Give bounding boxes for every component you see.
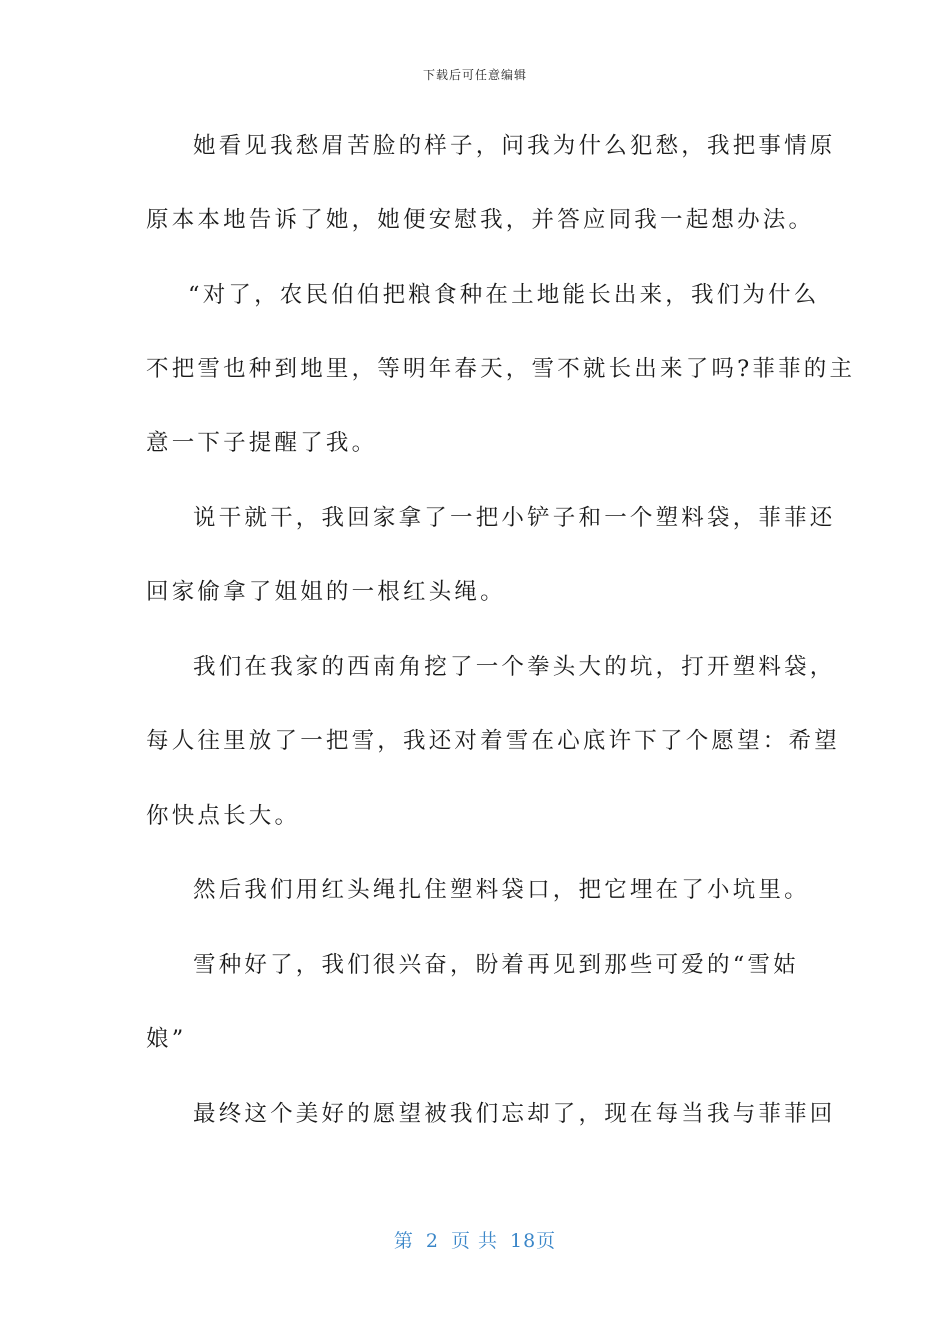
paragraph-line: 最终这个美好的愿望被我们忘却了，现在每当我与菲菲回 (193, 1101, 836, 1127)
paragraph-line: 原本本地告诉了她，她便安慰我，并答应同我一起想办法。 (146, 207, 815, 233)
total-pages: 18页 (509, 1230, 557, 1252)
paragraph-line: 雪种好了，我们很兴奋，盼着再见到那些可爱的“雪姑 (193, 952, 799, 978)
paragraph-line: 回家偷拿了姐姐的一根红头绳。 (146, 579, 506, 605)
page-header: 下载后可任意编辑 (422, 68, 527, 82)
paragraph-line: “对了，农民伯伯把粮食种在土地能长出来，我们为什么 (188, 282, 820, 308)
paragraph-line: 然后我们用红头绳扎住塑料袋口，把它埋在了小坑里。 (193, 877, 810, 903)
paragraph-line: 你快点长大。 (146, 803, 301, 829)
current-page-number: 2 (425, 1230, 439, 1252)
footer-middle: 页 共 (450, 1230, 498, 1252)
paragraph-line: 她看见我愁眉苦脸的样子，问我为什么犯愁，我把事情原 (193, 133, 836, 159)
paragraph-line: 不把雪也种到地里，等明年春天，雪不就长出来了吗?菲菲的主 (146, 356, 856, 382)
paragraph-line: 我们在我家的西南角挖了一个拳头大的坑，打开塑料袋， (193, 654, 836, 680)
footer-prefix: 第 (393, 1230, 414, 1252)
paragraph-line: 意一下子提醒了我。 (146, 430, 378, 456)
paragraph-line: 说干就干，我回家拿了一把小铲子和一个塑料袋，菲菲还 (193, 505, 836, 531)
page-footer (0, 1226, 950, 1253)
paragraph-line: 每人往里放了一把雪，我还对着雪在心底许下了个愿望：希望 (146, 728, 840, 754)
paragraph-line: 娘” (146, 1026, 187, 1052)
